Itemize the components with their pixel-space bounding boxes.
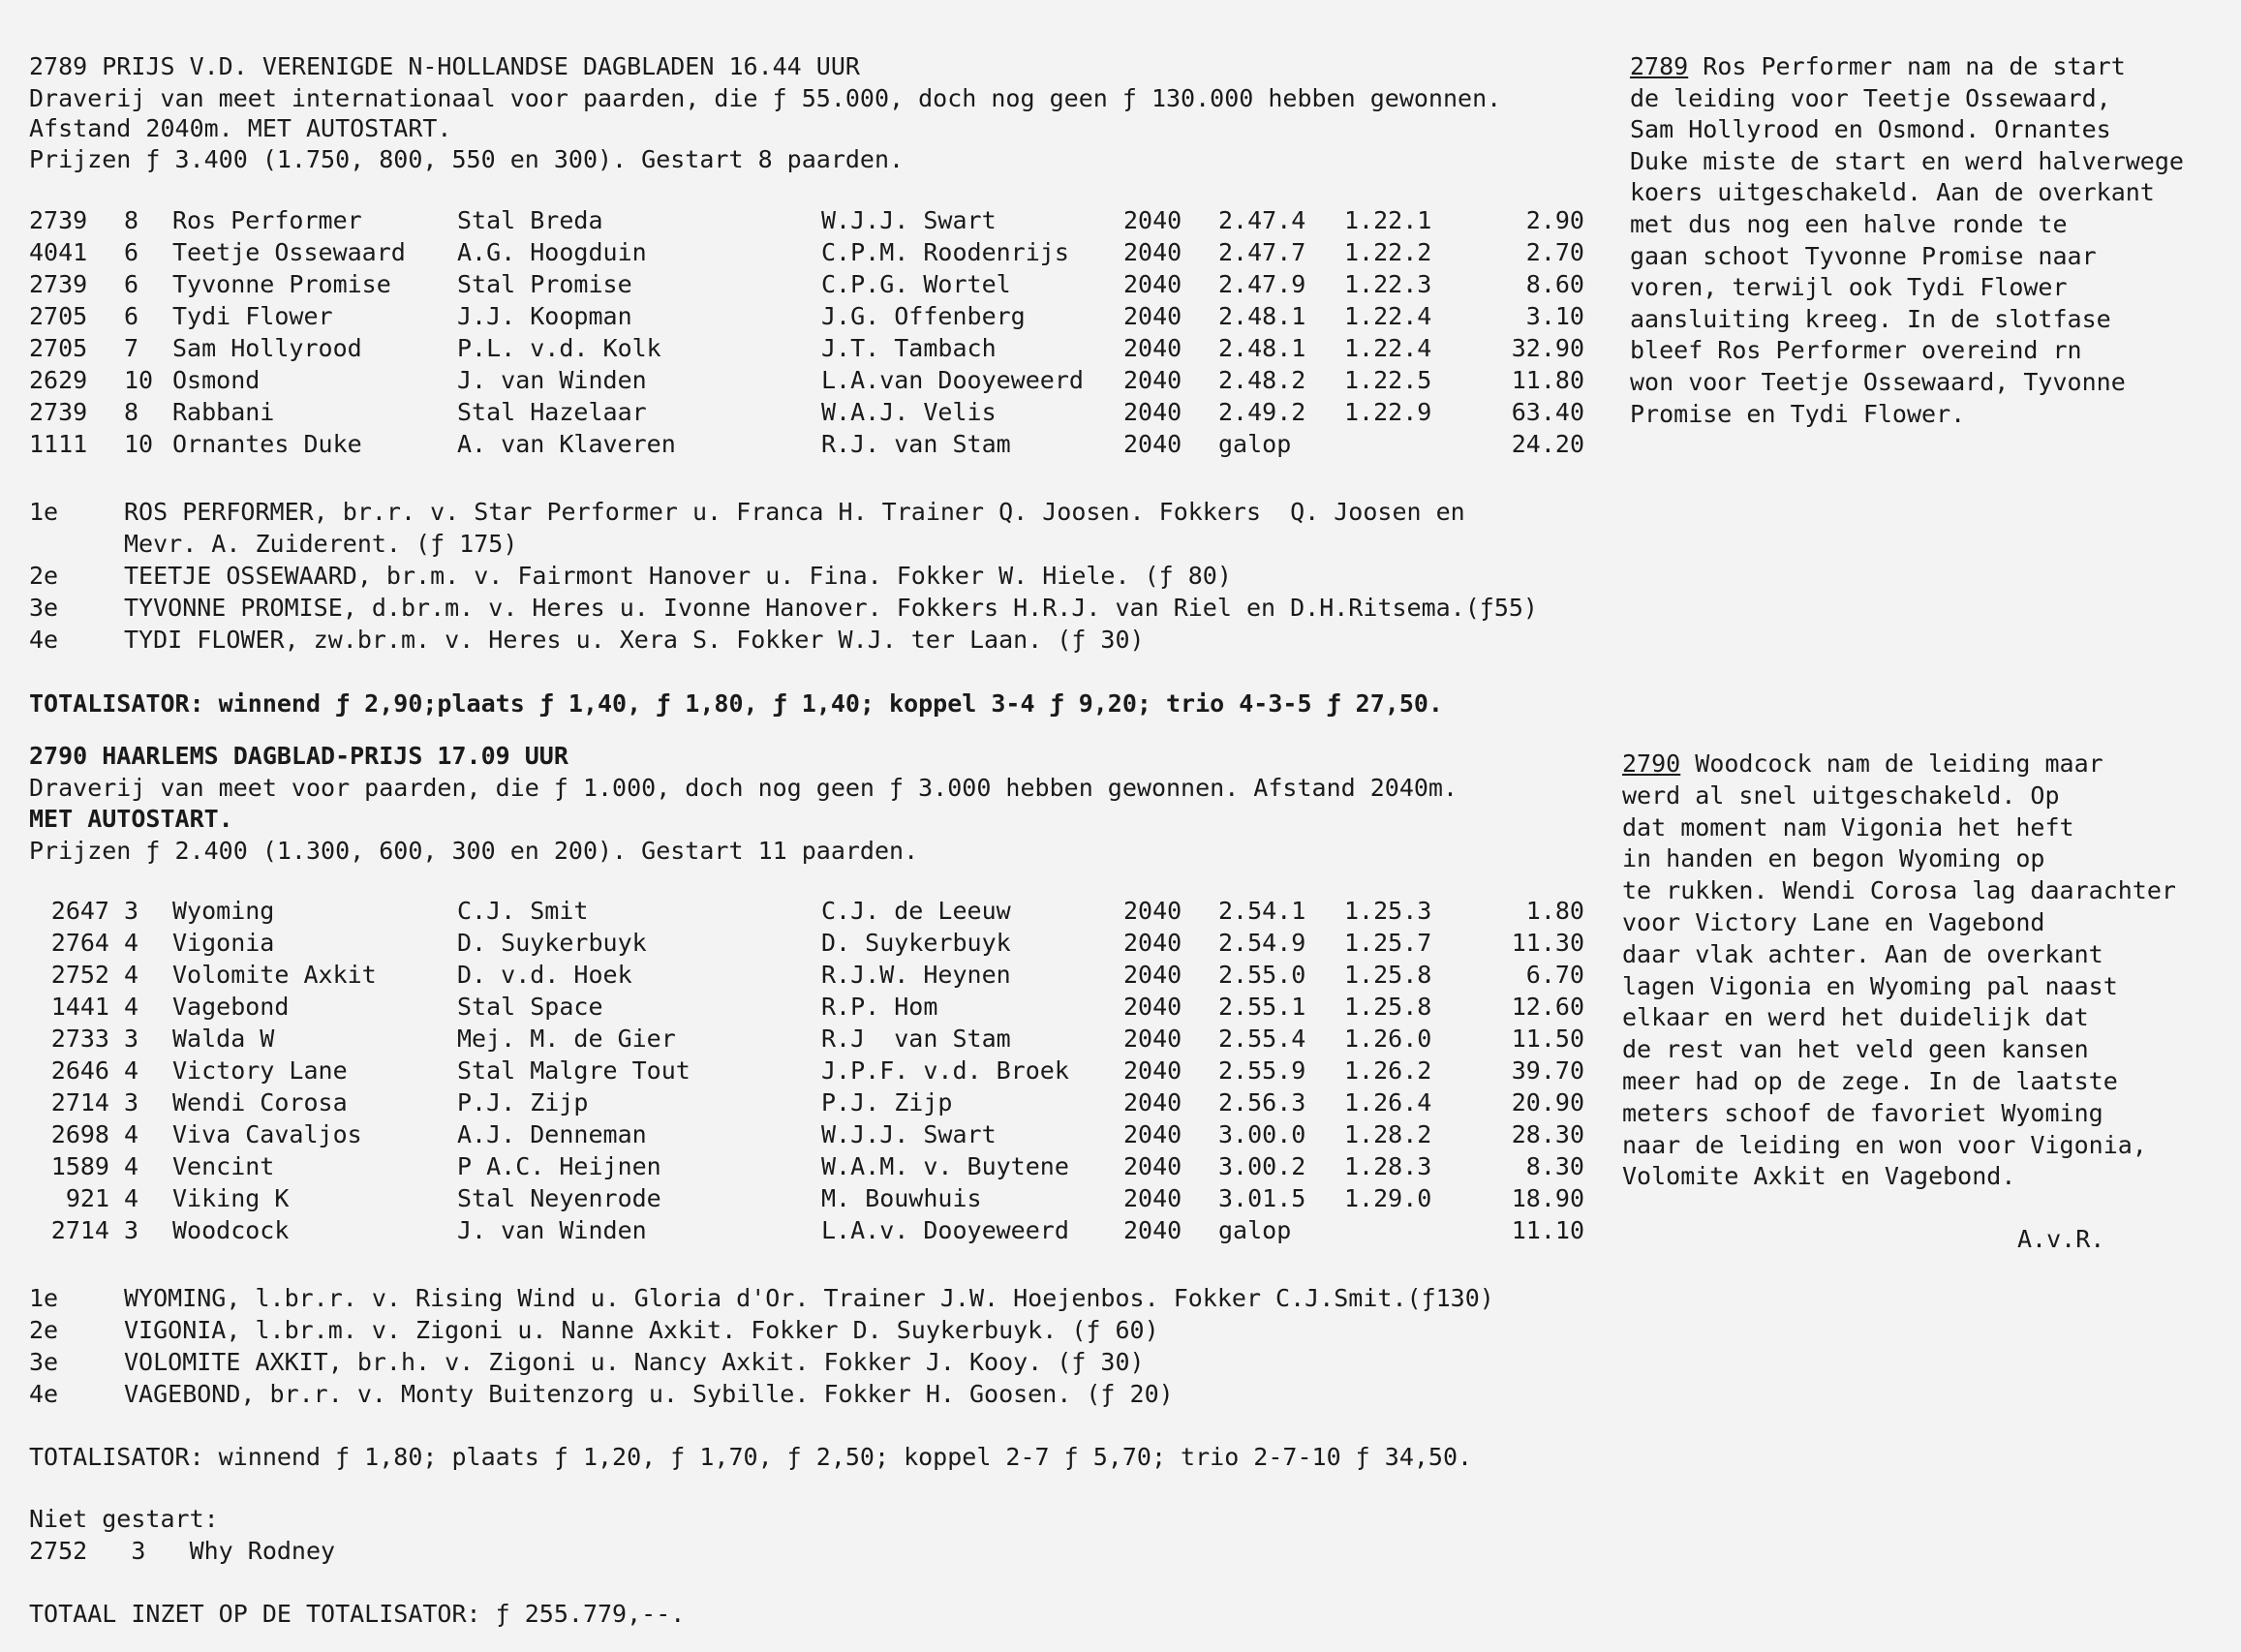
race2-report-line: elkaar en werd het duidelijk dat: [1622, 1003, 2089, 1032]
race2-totalisator: TOTALISATOR: winnend ƒ 1,80; plaats ƒ 1,20, ƒ 1,70, ƒ 2,50; koppel 2-7 ƒ 5,70; trio 2-7-10 ƒ 34,50.: [29, 1443, 1473, 1471]
race2-report-number: 2790: [1622, 750, 1681, 778]
cell-t2: 1.22.9: [1344, 398, 1432, 426]
cell-horse: Teetje Ossewaard: [172, 238, 406, 266]
placing-text: Mevr. A. Zuiderent. (ƒ 175): [124, 530, 518, 558]
cell-horse: Wendi Corosa: [172, 1088, 348, 1117]
cell-t1: 2.55.0: [1218, 961, 1306, 989]
race1-description: Draverij van meet internationaal voor paarden, die ƒ 55.000, doch nog geen ƒ 130.000 hebben gewonnen.: [29, 84, 1502, 112]
cell-dist: 2040: [1123, 206, 1182, 234]
table-row: [0, 897, 1627, 929]
cell-dist: 2040: [1123, 1120, 1182, 1148]
cell-t1: 2.54.1: [1218, 897, 1306, 925]
cell-odds: 11.50: [1511, 1025, 1584, 1053]
cell-t1: 2.47.4: [1218, 206, 1306, 234]
race1-prizes: Prijzen ƒ 3.400 (1.750, 800, 550 en 300). Gestart 8 paarden.: [29, 145, 905, 173]
cell-horse: Viking K: [172, 1184, 290, 1212]
race2-report-line: lagen Vigonia en Wyoming pal naast: [1622, 971, 2118, 1000]
cell-owner: Mej. M. de Gier: [457, 1025, 676, 1053]
race2-report-line: voor Victory Lane en Vagebond: [1622, 908, 2045, 936]
placing-position: 2e: [29, 562, 59, 590]
cell-odds: 12.60: [1511, 993, 1584, 1021]
cell-num: 2764: [50, 929, 109, 957]
race1-totalisator: TOTALISATOR: winnend ƒ 2,90;plaats ƒ 1,40, ƒ 1,80, ƒ 1,40; koppel 3-4 ƒ 9,20; trio 4-3-5 ƒ 27,50.: [29, 689, 1443, 718]
cell-driver: R.P. Hom: [821, 993, 938, 1021]
cell-odds: 28.30: [1511, 1120, 1584, 1148]
cell-driver: P.J. Zijp: [821, 1088, 953, 1117]
cell-nr: 6: [124, 270, 139, 298]
cell-t1: 2.56.3: [1218, 1088, 1306, 1117]
table-row: [0, 1025, 1627, 1056]
table-row: [0, 206, 1627, 238]
race2-report-line: dat moment nam Vigonia het heft: [1622, 812, 2074, 841]
race2-report-line: 2790 Woodcock nam de leiding maar: [1622, 750, 2103, 778]
cell-horse: Osmond: [172, 366, 261, 394]
cell-t1: 2.55.1: [1218, 993, 1306, 1021]
cell-owner: Stal Hazelaar: [457, 398, 647, 426]
placing-text: TEETJE OSSEWAARD, br.m. v. Fairmont Hanover u. Fina. Fokker W. Hiele. (ƒ 80): [124, 562, 1232, 590]
cell-nr: 4: [124, 929, 139, 957]
cell-t2: 1.25.8: [1344, 993, 1432, 1021]
cell-horse: Ros Performer: [172, 206, 362, 234]
race2-report-line: meer had op de zege. In de laatste: [1622, 1067, 2118, 1095]
cell-owner: A. van Klaveren: [457, 430, 676, 458]
cell-driver: J.T. Tambach: [821, 334, 997, 362]
cell-nr: 4: [124, 1120, 139, 1148]
cell-num: 2739: [29, 270, 88, 298]
cell-t1: 2.47.7: [1218, 238, 1306, 266]
cell-nr: 3: [124, 1088, 139, 1117]
race1-report-line: 2789 Ros Performer nam na de start: [1630, 52, 2126, 80]
cell-owner: Stal Breda: [457, 206, 603, 234]
cell-num: 2739: [29, 398, 88, 426]
cell-t2: 1.22.4: [1344, 302, 1432, 330]
race1-distance: Afstand 2040m. MET AUTOSTART.: [29, 114, 452, 142]
placing-text: VIGONIA, l.br.m. v. Zigoni u. Nanne Axkit. Fokker D. Suykerbuyk. (ƒ 60): [124, 1316, 1159, 1344]
cell-dist: 2040: [1123, 1025, 1182, 1053]
cell-num: 1589: [50, 1152, 109, 1180]
race1-report-number: 2789: [1630, 52, 1689, 80]
cell-t1: 2.55.4: [1218, 1025, 1306, 1053]
cell-owner: J. van Winden: [457, 366, 647, 394]
cell-num: 2733: [50, 1025, 109, 1053]
cell-nr: 8: [124, 206, 139, 234]
cell-nr: 4: [124, 1152, 139, 1180]
cell-owner: A.J. Denneman: [457, 1120, 647, 1148]
placing-position: 1e: [29, 1284, 59, 1312]
table-row: [0, 398, 1627, 430]
race1-report-line: gaan schoot Tyvonne Promise naar: [1630, 241, 2097, 270]
cell-dist: 2040: [1123, 430, 1182, 458]
placing-text: VAGEBOND, br.r. v. Monty Buitenzorg u. Sybille. Fokker H. Goosen. (ƒ 20): [124, 1380, 1174, 1408]
cell-driver: W.J.J. Swart: [821, 206, 997, 234]
cell-odds: 1.80: [1525, 897, 1584, 925]
cell-num: 2714: [50, 1088, 109, 1117]
race2-report-line: naar de leiding en won voor Vigonia,: [1622, 1130, 2147, 1159]
cell-t2: 1.26.2: [1344, 1056, 1432, 1085]
cell-t2: 1.26.0: [1344, 1025, 1432, 1053]
cell-horse: Tyvonne Promise: [172, 270, 391, 298]
race2-report-line: meters schoof de favoriet Wyoming: [1622, 1098, 2103, 1127]
cell-t1: 3.01.5: [1218, 1184, 1306, 1212]
cell-num: 2705: [29, 334, 88, 362]
race2-report-line: werd al snel uitgeschakeld. Op: [1622, 780, 2060, 810]
cell-driver: R.J.W. Heynen: [821, 961, 1011, 989]
cell-t1: galop: [1218, 1216, 1292, 1244]
table-row: [0, 430, 1627, 462]
cell-odds: 18.90: [1511, 1184, 1584, 1212]
cell-num: 2705: [29, 302, 88, 330]
cell-horse: Ornantes Duke: [172, 430, 362, 458]
cell-nr: 10: [124, 366, 154, 394]
cell-t2: 1.26.4: [1344, 1088, 1432, 1117]
cell-driver: L.A.van Dooyeweerd: [821, 366, 1084, 394]
race2-prizes: Prijzen ƒ 2.400 (1.300, 600, 300 en 200). Gestart 11 paarden.: [29, 837, 919, 865]
cell-odds: 2.90: [1525, 206, 1584, 234]
cell-horse: Wyoming: [172, 897, 275, 925]
cell-t2: 1.22.3: [1344, 270, 1432, 298]
cell-t1: 2.55.9: [1218, 1056, 1306, 1085]
cell-horse: Rabbani: [172, 398, 275, 426]
cell-dist: 2040: [1123, 334, 1182, 362]
race1-header: 2789 PRIJS V.D. VERENIGDE N-HOLLANDSE DAGBLADEN 16.44 UUR: [29, 52, 860, 80]
cell-owner: P.J. Zijp: [457, 1088, 589, 1117]
cell-dist: 2040: [1123, 897, 1182, 925]
cell-nr: 6: [124, 302, 139, 330]
cell-owner: A.G. Hoogduin: [457, 238, 647, 266]
cell-num: 1111: [29, 430, 88, 458]
cell-dist: 2040: [1123, 1056, 1182, 1085]
cell-odds: 6.70: [1525, 961, 1584, 989]
cell-dist: 2040: [1123, 993, 1182, 1021]
cell-t1: 2.54.9: [1218, 929, 1306, 957]
not-started-label: Niet gestart:: [29, 1505, 219, 1533]
cell-num: 2698: [50, 1120, 109, 1148]
cell-horse: Woodcock: [172, 1216, 290, 1244]
cell-driver: W.A.J. Velis: [821, 398, 997, 426]
cell-owner: C.J. Smit: [457, 897, 589, 925]
race1-report-line: koers uitgeschakeld. Aan de overkant: [1630, 178, 2155, 207]
cell-odds: 11.10: [1511, 1216, 1584, 1244]
cell-num: 921: [65, 1184, 109, 1212]
cell-nr: 6: [124, 238, 139, 266]
cell-odds: 8.30: [1525, 1152, 1584, 1180]
cell-dist: 2040: [1123, 1088, 1182, 1117]
cell-dist: 2040: [1123, 398, 1182, 426]
cell-t2: 1.25.8: [1344, 961, 1432, 989]
cell-t2: 1.29.0: [1344, 1184, 1432, 1212]
total-stake: TOTAAL INZET OP DE TOTALISATOR: ƒ 255.779,--.: [29, 1600, 686, 1628]
placing-position: 4e: [29, 1380, 59, 1408]
cell-horse: Viva Cavaljos: [172, 1120, 362, 1148]
cell-t2: 1.25.3: [1344, 897, 1432, 925]
cell-owner: Stal Promise: [457, 270, 632, 298]
placing-text: TYVONNE PROMISE, d.br.m. v. Heres u. Ivonne Hanover. Fokkers H.R.J. van Riel en D.H.Ritsema.(ƒ55): [124, 594, 1538, 622]
cell-t1: 3.00.2: [1218, 1152, 1306, 1180]
cell-dist: 2040: [1123, 366, 1182, 394]
cell-nr: 3: [124, 1216, 139, 1244]
cell-nr: 8: [124, 398, 139, 426]
cell-t2: 1.28.3: [1344, 1152, 1432, 1180]
race2-header: 2790 HAARLEMS DAGBLAD-PRIJS 17.09 UUR: [29, 742, 568, 770]
race1-report-line: Duke miste de start en werd halverwege: [1630, 146, 2184, 175]
race2-report-line: de rest van het veld geen kansen: [1622, 1035, 2089, 1064]
cell-nr: 3: [124, 897, 139, 925]
cell-odds: 39.70: [1511, 1056, 1584, 1085]
cell-t1: 2.48.1: [1218, 334, 1306, 362]
placing-position: 1e: [29, 498, 59, 526]
cell-odds: 24.20: [1511, 430, 1584, 458]
placing-position: 4e: [29, 626, 59, 654]
cell-t1: 2.48.1: [1218, 302, 1306, 330]
cell-odds: 32.90: [1511, 334, 1584, 362]
cell-nr: 4: [124, 993, 139, 1021]
cell-owner: J. van Winden: [457, 1216, 647, 1244]
cell-owner: Stal Space: [457, 993, 603, 1021]
cell-num: 2752: [50, 961, 109, 989]
cell-dist: 2040: [1123, 929, 1182, 957]
cell-driver: W.A.M. v. Buytene: [821, 1152, 1069, 1180]
race2-report-line: daar vlak achter. Aan de overkant: [1622, 939, 2103, 968]
cell-driver: J.P.F. v.d. Broek: [821, 1056, 1069, 1085]
cell-odds: 11.80: [1511, 366, 1584, 394]
cell-odds: 8.60: [1525, 270, 1584, 298]
race2-report-line: Volomite Axkit en Vagebond.: [1622, 1162, 2016, 1191]
cell-owner: Stal Neyenrode: [457, 1184, 661, 1212]
placing-text: ROS PERFORMER, br.r. v. Star Performer u. Franca H. Trainer Q. Joosen. Fokkers Q. Joosen en: [124, 498, 1465, 526]
not-started-entry: 2752 3 Why Rodney: [29, 1537, 336, 1565]
cell-driver: C.P.M. Roodenrijs: [821, 238, 1069, 266]
race1-report-line: aansluiting kreeg. In de slotfase: [1630, 304, 2111, 333]
cell-driver: C.P.G. Wortel: [821, 270, 1011, 298]
cell-odds: 11.30: [1511, 929, 1584, 957]
race1-report-line: Sam Hollyrood en Osmond. Ornantes: [1630, 115, 2111, 144]
table-row: [0, 302, 1627, 334]
cell-owner: P.L. v.d. Kolk: [457, 334, 661, 362]
table-row: [0, 1216, 1627, 1248]
race2-description: Draverij van meet voor paarden, die ƒ 1.000, doch nog geen ƒ 3.000 hebben gewonnen. Afstand 2040m.: [29, 774, 1458, 802]
table-row: [0, 238, 1627, 270]
table-row: [0, 961, 1627, 993]
cell-driver: D. Suykerbuyk: [821, 929, 1011, 957]
cell-driver: L.A.v. Dooyeweerd: [821, 1216, 1069, 1244]
table-row: [0, 993, 1627, 1025]
table-row: [0, 334, 1627, 366]
cell-horse: Tydi Flower: [172, 302, 333, 330]
cell-num: 2739: [29, 206, 88, 234]
cell-driver: W.J.J. Swart: [821, 1120, 997, 1148]
cell-odds: 3.10: [1525, 302, 1584, 330]
table-row: [0, 1056, 1627, 1088]
cell-num: 2647: [50, 897, 109, 925]
cell-driver: M. Bouwhuis: [821, 1184, 982, 1212]
race1-report-line: de leiding voor Teetje Ossewaard,: [1630, 83, 2111, 112]
cell-t2: 1.22.5: [1344, 366, 1432, 394]
cell-t2: 1.22.4: [1344, 334, 1432, 362]
table-row: [0, 1184, 1627, 1216]
signature: A.v.R.: [2017, 1225, 2105, 1253]
cell-t1: 3.00.0: [1218, 1120, 1306, 1148]
cell-dist: 2040: [1123, 302, 1182, 330]
cell-odds: 63.40: [1511, 398, 1584, 426]
cell-nr: 7: [124, 334, 139, 362]
cell-t2: 1.25.7: [1344, 929, 1432, 957]
cell-t2: 1.22.1: [1344, 206, 1432, 234]
cell-horse: Sam Hollyrood: [172, 334, 362, 362]
cell-horse: Volomite Axkit: [172, 961, 377, 989]
placing-position: 2e: [29, 1316, 59, 1344]
cell-horse: Vencint: [172, 1152, 275, 1180]
cell-owner: D. v.d. Hoek: [457, 961, 632, 989]
cell-dist: 2040: [1123, 1184, 1182, 1212]
table-row: [0, 366, 1627, 398]
cell-owner: D. Suykerbuyk: [457, 929, 647, 957]
cell-odds: 2.70: [1525, 238, 1584, 266]
cell-dist: 2040: [1123, 238, 1182, 266]
cell-t1: galop: [1218, 430, 1292, 458]
table-row: [0, 929, 1627, 961]
cell-num: 2629: [29, 366, 88, 394]
cell-t2: 1.28.2: [1344, 1120, 1432, 1148]
placing-position: 3e: [29, 1348, 59, 1376]
race2-autostart: MET AUTOSTART.: [29, 805, 233, 833]
race1-report-line: won voor Teetje Ossewaard, Tyvonne: [1630, 368, 2126, 396]
cell-owner: P A.C. Heijnen: [457, 1152, 661, 1180]
cell-num: 2714: [50, 1216, 109, 1244]
cell-dist: 2040: [1123, 270, 1182, 298]
cell-dist: 2040: [1123, 961, 1182, 989]
placing-position: 3e: [29, 594, 59, 622]
race1-report-line: Promise en Tydi Flower.: [1630, 399, 1966, 428]
cell-t1: 2.48.2: [1218, 366, 1306, 394]
cell-num: 2646: [50, 1056, 109, 1085]
cell-driver: C.J. de Leeuw: [821, 897, 1011, 925]
cell-owner: J.J. Koopman: [457, 302, 632, 330]
placing-text: VOLOMITE AXKIT, br.h. v. Zigoni u. Nancy Axkit. Fokker J. Kooy. (ƒ 30): [124, 1348, 1145, 1376]
race2-report-line: in handen en begon Wyoming op: [1622, 844, 2045, 873]
table-row: [0, 1088, 1627, 1120]
cell-horse: Victory Lane: [172, 1056, 348, 1085]
cell-driver: J.G. Offenberg: [821, 302, 1026, 330]
race2-report-line: te rukken. Wendi Corosa lag daarachter: [1622, 876, 2176, 905]
cell-t1: 2.49.2: [1218, 398, 1306, 426]
cell-horse: Vagebond: [172, 993, 290, 1021]
cell-num: 4041: [29, 238, 88, 266]
cell-horse: Walda W: [172, 1025, 275, 1053]
cell-nr: 3: [124, 1025, 139, 1053]
race1-report-line: met dus nog een halve ronde te: [1630, 210, 2068, 238]
cell-t1: 2.47.9: [1218, 270, 1306, 298]
cell-num: 1441: [50, 993, 109, 1021]
cell-driver: R.J. van Stam: [821, 430, 1011, 458]
cell-nr: 4: [124, 1184, 139, 1212]
cell-dist: 2040: [1123, 1216, 1182, 1244]
cell-nr: 10: [124, 430, 154, 458]
cell-dist: 2040: [1123, 1152, 1182, 1180]
table-row: [0, 1152, 1627, 1184]
race1-report-line: bleef Ros Performer overeind rn: [1630, 336, 2082, 365]
cell-nr: 4: [124, 1056, 139, 1085]
table-row: [0, 1120, 1627, 1152]
cell-owner: Stal Malgre Tout: [457, 1056, 691, 1085]
table-row: [0, 270, 1627, 302]
cell-odds: 20.90: [1511, 1088, 1584, 1117]
placing-text: TYDI FLOWER, zw.br.m. v. Heres u. Xera S. Fokker W.J. ter Laan. (ƒ 30): [124, 626, 1145, 654]
race1-report-line: voren, terwijl ook Tydi Flower: [1630, 273, 2068, 302]
cell-nr: 4: [124, 961, 139, 989]
cell-horse: Vigonia: [172, 929, 275, 957]
cell-driver: R.J van Stam: [821, 1025, 1011, 1053]
placing-text: WYOMING, l.br.r. v. Rising Wind u. Gloria d'Or. Trainer J.W. Hoejenbos. Fokker C.J.Smit.(ƒ130): [124, 1284, 1494, 1312]
cell-t2: 1.22.2: [1344, 238, 1432, 266]
